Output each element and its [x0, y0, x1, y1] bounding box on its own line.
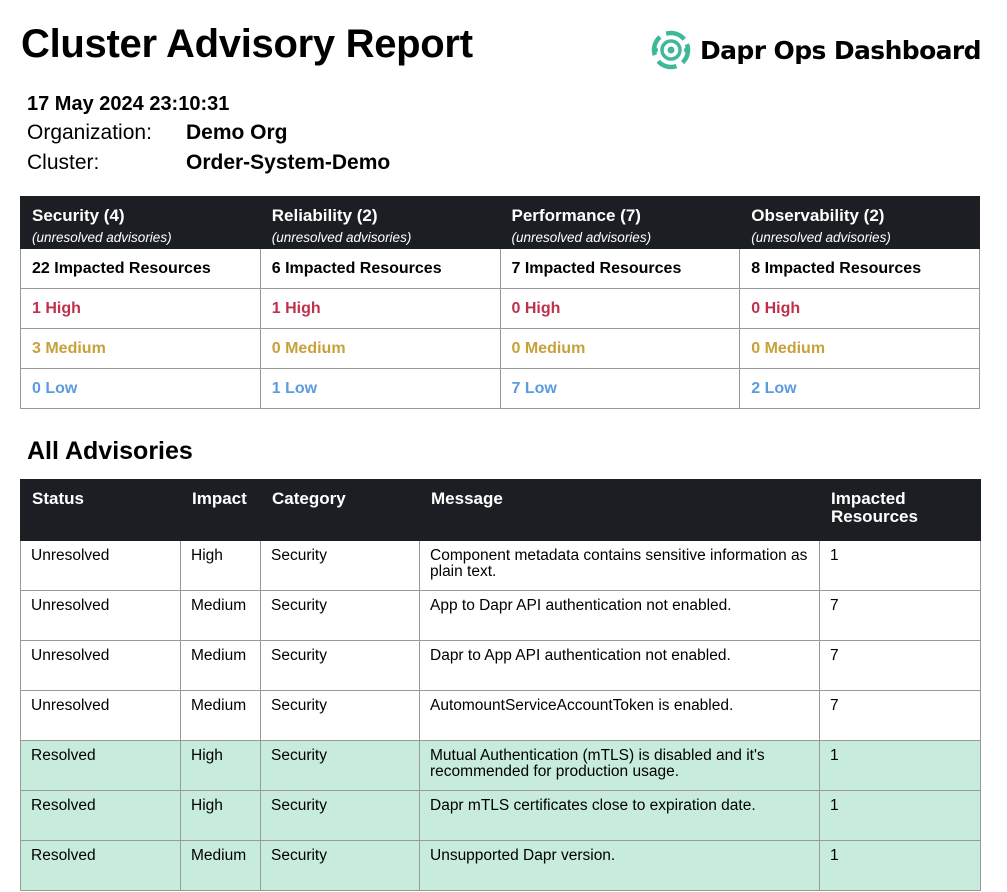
table-row — [21, 641, 981, 691]
table-row — [21, 591, 981, 641]
category-cell: Security — [261, 691, 420, 741]
high-count: 1 High — [21, 289, 261, 329]
summary-header-observability — [740, 197, 980, 249]
summary-header-performance — [500, 197, 740, 249]
column-header-impact: Impact — [181, 480, 261, 541]
summary-subtitle: (unresolved advisories) — [32, 230, 172, 245]
resources-cell: 1 — [820, 541, 981, 591]
low-count: 2 Low — [740, 369, 980, 409]
message-cell: Dapr to App API authentication not enabled. — [420, 641, 820, 691]
cluster-value: Order-System-Demo — [186, 151, 391, 174]
all-advisories-heading: All Advisories — [27, 437, 193, 465]
report-title: Cluster Advisory Report — [21, 22, 473, 66]
impacted-resources-count: 8 Impacted Resources — [740, 249, 980, 289]
table-row-resolved — [21, 741, 981, 791]
summary-title: Performance (7) — [511, 206, 641, 225]
status-cell: Resolved — [21, 791, 181, 841]
impacted-resources-count: 6 Impacted Resources — [260, 249, 500, 289]
status-cell: Unresolved — [21, 691, 181, 741]
status-cell: Unresolved — [21, 641, 181, 691]
summary-title: Security (4) — [32, 206, 125, 225]
resources-cell: 1 — [820, 791, 981, 841]
column-header-status: Status — [21, 480, 181, 541]
status-cell: Unresolved — [21, 591, 181, 641]
category-cell: Security — [261, 841, 420, 891]
impact-cell: Medium — [181, 591, 261, 641]
high-count: 0 High — [740, 289, 980, 329]
high-count: 0 High — [500, 289, 740, 329]
brand-name: Dapr Ops Dashboard — [700, 35, 981, 65]
message-cell: App to Dapr API authentication not enabled. — [420, 591, 820, 641]
impact-cell: High — [181, 541, 261, 591]
message-cell: AutomountServiceAccountToken is enabled. — [420, 691, 820, 741]
low-count: 0 Low — [21, 369, 261, 409]
resources-cell: 7 — [820, 641, 981, 691]
summary-header-reliability — [260, 197, 500, 249]
summary-title: Reliability (2) — [271, 206, 378, 225]
impact-cell: High — [181, 741, 261, 791]
summary-subtitle: (unresolved advisories) — [271, 230, 412, 245]
column-header-category: Category — [261, 480, 420, 541]
resources-cell: 1 — [820, 841, 981, 891]
resources-cell: 1 — [820, 741, 981, 791]
medium-count: 0 Medium — [740, 329, 980, 369]
advisory-summary-table — [20, 196, 980, 409]
impact-cell: High — [181, 791, 261, 841]
table-row — [21, 691, 981, 741]
low-count: 7 Low — [500, 369, 740, 409]
category-cell: Security — [261, 791, 420, 841]
summary-subtitle: (unresolved advisories) — [751, 230, 891, 245]
resources-cell: 7 — [820, 591, 981, 641]
table-row-resolved — [21, 841, 981, 891]
column-header-message: Message — [420, 480, 820, 541]
category-cell: Security — [261, 541, 420, 591]
advisories-table — [20, 479, 981, 891]
cluster-label: Cluster: — [27, 151, 100, 174]
summary-header-security — [21, 197, 261, 249]
medium-count: 0 Medium — [260, 329, 500, 369]
category-cell: Security — [261, 741, 420, 791]
impacted-resources-count: 22 Impacted Resources — [21, 249, 261, 289]
dapr-ops-logo-icon — [648, 27, 694, 73]
category-cell: Security — [261, 641, 420, 691]
impacted-resources-count: 7 Impacted Resources — [500, 249, 740, 289]
column-header-impacted-resources: Impacted Resources — [820, 480, 981, 541]
summary-title: Observability (2) — [751, 206, 885, 225]
impact-cell: Medium — [181, 841, 261, 891]
status-cell: Resolved — [21, 741, 181, 791]
high-count: 1 High — [260, 289, 500, 329]
brand-logo — [648, 27, 981, 73]
report-date: 17 May 2024 23:10:31 — [27, 93, 230, 115]
summary-subtitle: (unresolved advisories) — [511, 230, 652, 245]
category-cell: Security — [261, 591, 420, 641]
medium-count: 0 Medium — [500, 329, 740, 369]
message-cell: Mutual Authentication (mTLS) is disabled and it's recommended for production usage. — [420, 741, 820, 791]
table-row-resolved — [21, 791, 981, 841]
message-cell: Dapr mTLS certificates close to expiration date. — [420, 791, 820, 841]
status-cell: Resolved — [21, 841, 181, 891]
medium-count: 3 Medium — [21, 329, 261, 369]
resources-cell: 7 — [820, 691, 981, 741]
impact-cell: Medium — [181, 691, 261, 741]
impact-cell: Medium — [181, 641, 261, 691]
table-row — [21, 541, 981, 591]
message-cell: Unsupported Dapr version. — [420, 841, 820, 891]
organization-label: Organization: — [27, 121, 152, 144]
organization-value: Demo Org — [186, 121, 288, 144]
status-cell: Unresolved — [21, 541, 181, 591]
message-cell: Component metadata contains sensitive information as plain text. — [420, 541, 820, 591]
low-count: 1 Low — [260, 369, 500, 409]
